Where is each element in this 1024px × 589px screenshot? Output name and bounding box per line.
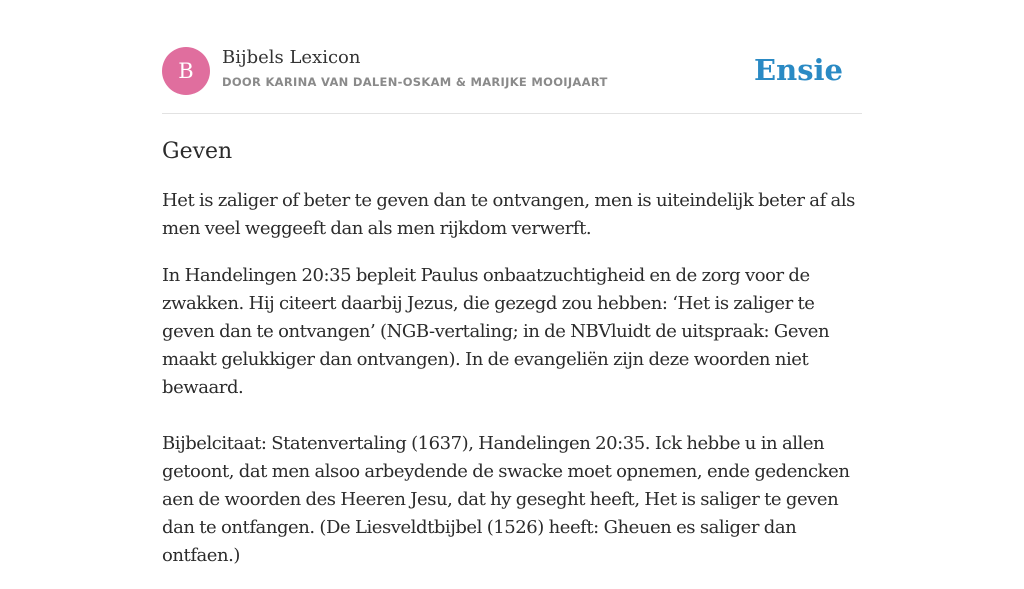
entry-content — [162, 136, 864, 589]
ensie-logo[interactable]: Ensie — [754, 53, 843, 87]
source-title-link[interactable]: Bijbels Lexicon — [222, 47, 361, 68]
source-avatar[interactable]: B — [162, 47, 210, 95]
entry-paragraph-definition: Het is zaliger of beter te geven dan te ontvangen, men is uiteindelijk beter af als men veel weggeeft dan als men rijkdom verwerft. — [162, 190, 855, 239]
entry-paragraph-bible-quote: Bijbelcitaat: Statenvertaling (1637), Handelingen 20:35. Ick hebbe u in allen getoont, dat men alsoo arbeydende de swacke moet opnemen, ende gedencken aen de woorden des Heeren Jesu, dat hy geseght heeft, Het is saliger te geven dan te ontfangen. (De Liesveldtbijbel (1526) heeft: Gheuen es saliger dan ontfaen.) — [162, 433, 850, 566]
entry-paragraph-explanation: In Handelingen 20:35 bepleit Paulus onbaatzuchtigheid en de zorg voor de zwakken. Hij citeert daarbij Jezus, die gezegd zou hebben: ‘Het is zaliger te geven dan te ontvangen’ (NGB-vertaling; in de NBVluidt de uitspraak: Geven maakt gelukkiger dan ontvangen). In de evangeliën zijn deze woorden niet bewaard. — [162, 265, 830, 398]
source-authors: DOOR KARINA VAN DALEN-OSKAM & MARIJKE MOOIJAART — [222, 75, 608, 89]
entry-title: Geven — [162, 139, 233, 164]
source-header — [162, 46, 862, 114]
